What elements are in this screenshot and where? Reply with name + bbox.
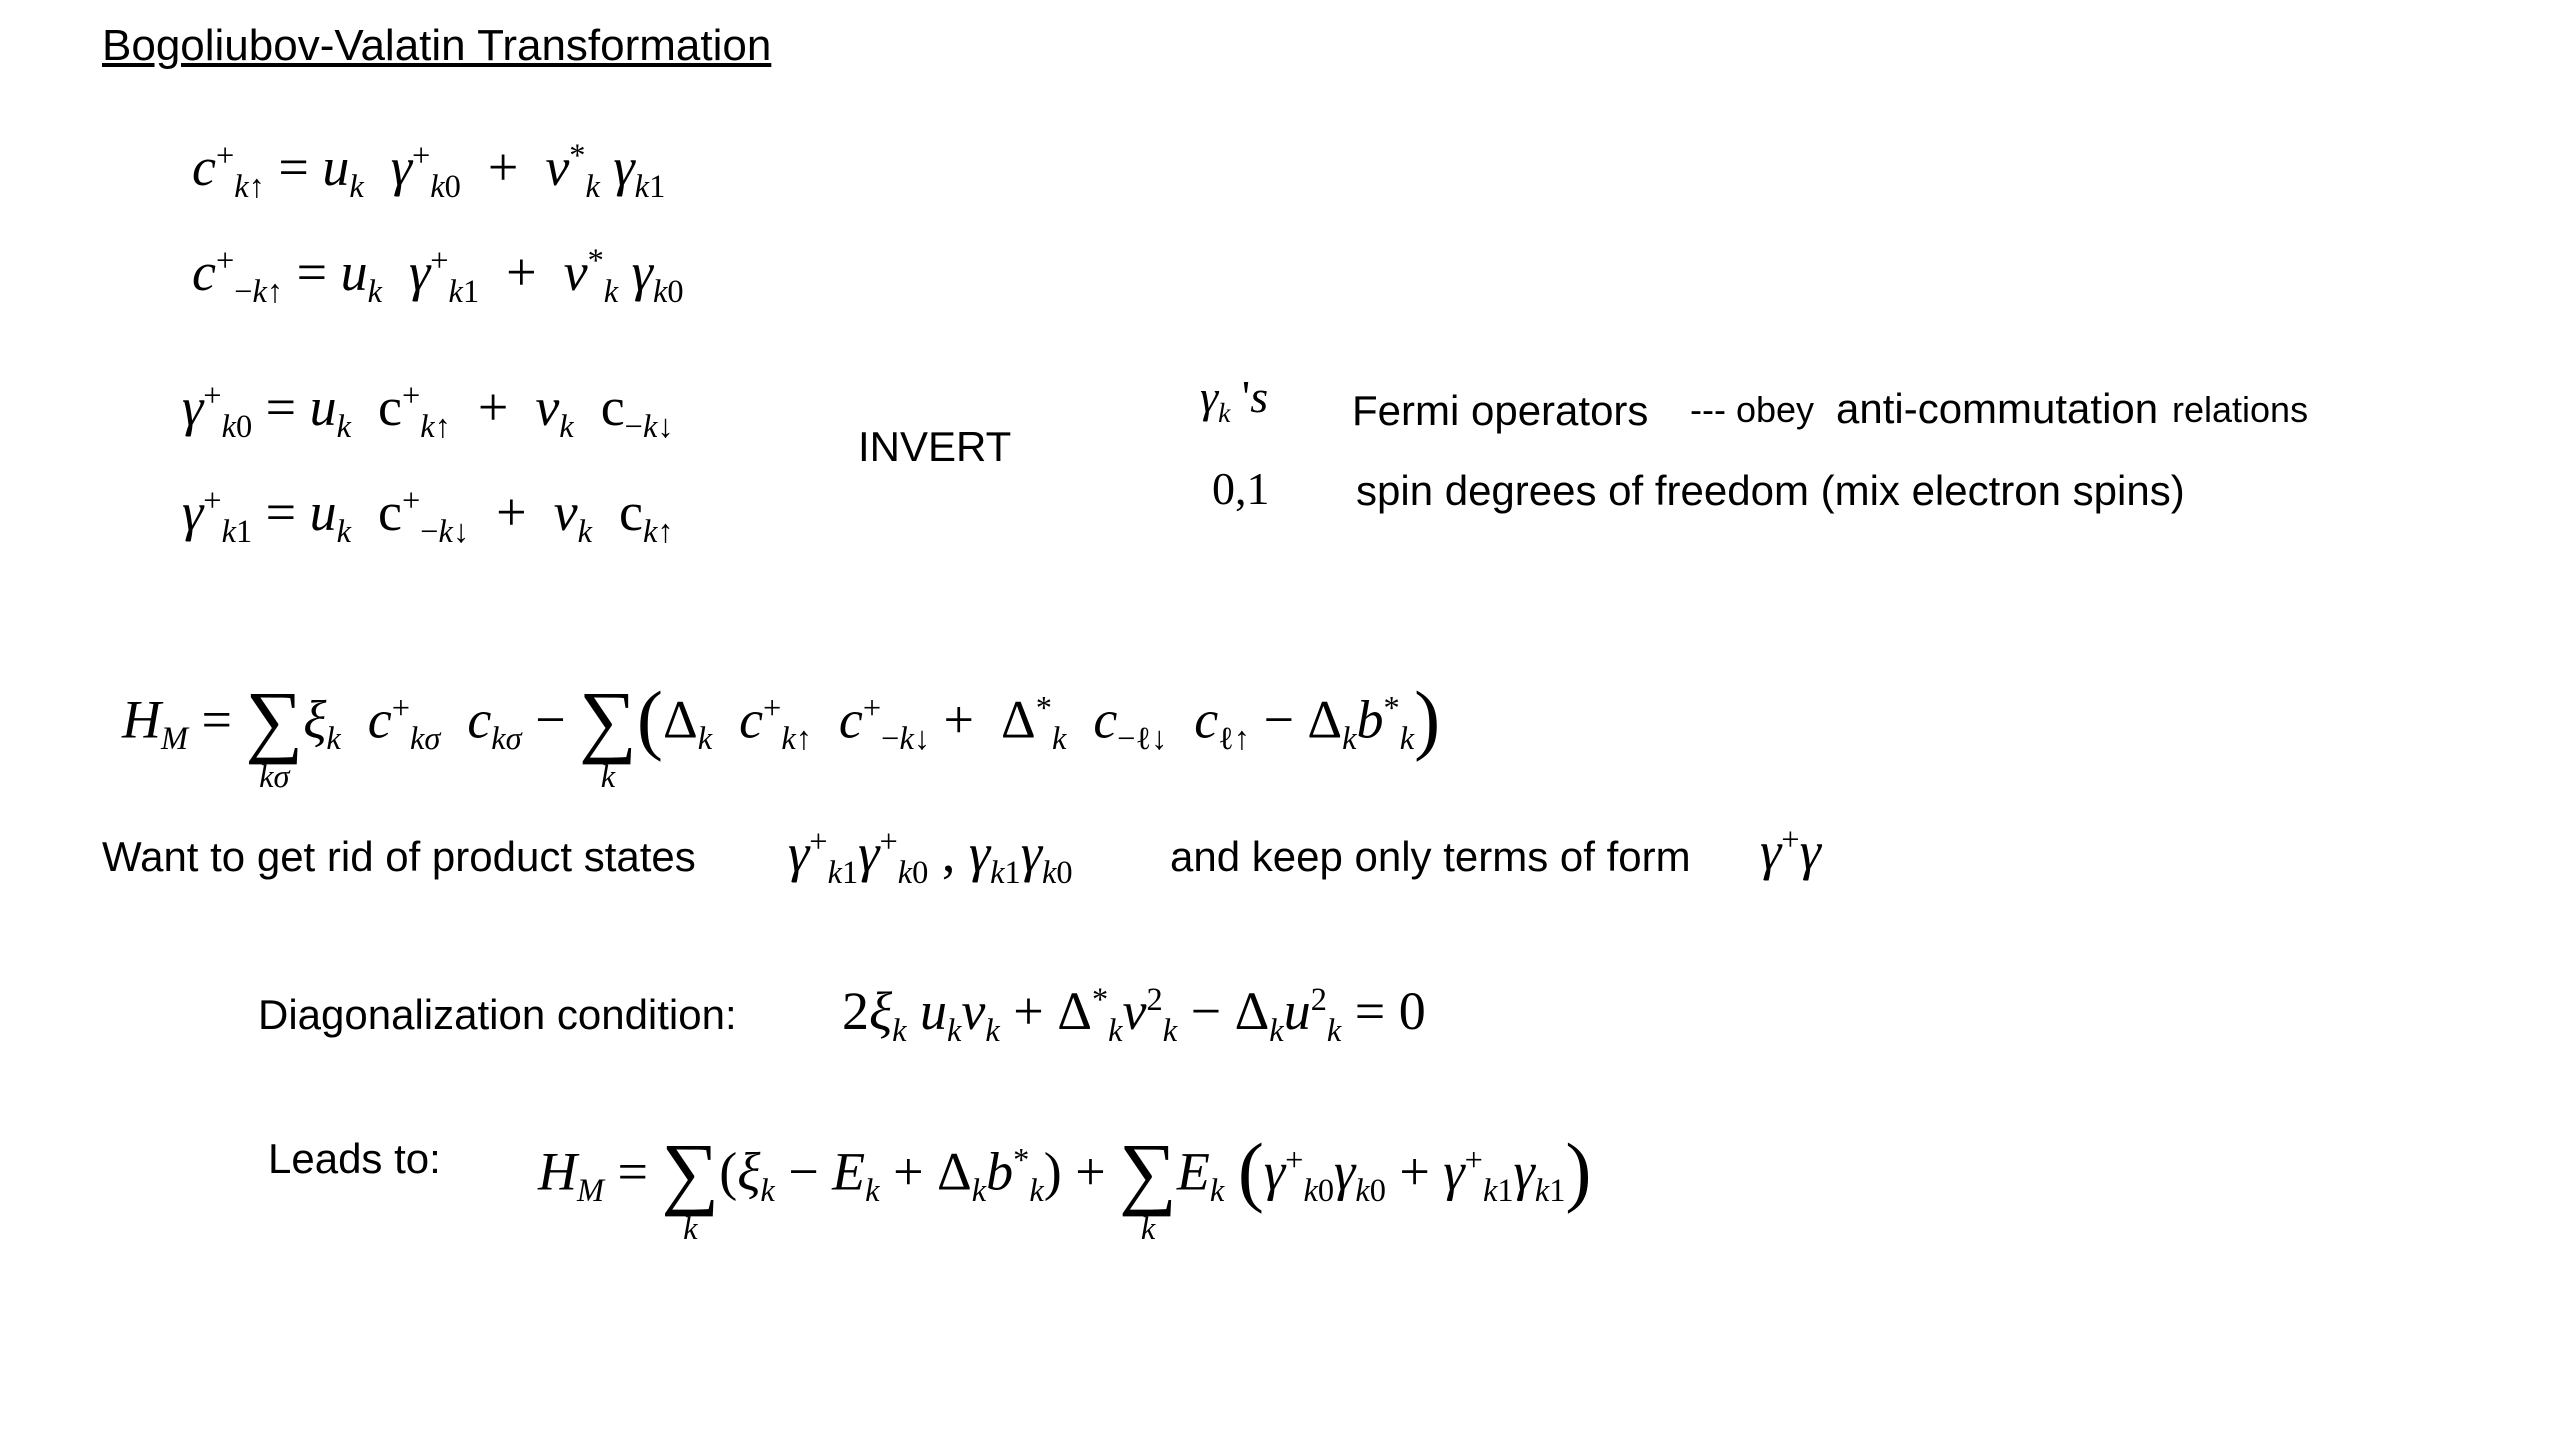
hamiltonian-equation: $H_M$ = ∑ kσ $\xi_k$ $c^+_{k\sigma}$ $c_{k\sigma}$ − ∑ k ($\Delta_k$ $c^+_{k↑}$ $c^+_{-k↓} + \Delta^*_k$ $c_{-\ell↓}$ $c_{\ell↑} - \Delta_kb^*_k$) (122, 675, 1441, 795)
obey-label: --- obey (1690, 389, 1815, 430)
fermi-operators-label: Fermi operators (1352, 387, 1649, 434)
invert-label: INVERT (858, 423, 1012, 470)
gamma-s-symbol: $\gamma_k$ 's (1200, 371, 1269, 429)
want-text: Want to get rid of product states (102, 833, 696, 880)
form-expression: γ+γ (1760, 821, 1821, 881)
diagonalization-label: Diagonalization condition: (258, 991, 737, 1038)
equation-c-k-up: $c^+_{k↑} = u_k$ $\gamma^+_{k0} + v^*_k$ $\gamma_{k1}$ (192, 137, 666, 205)
result-equation: $H_M$ = ∑ k $(\xi_k - E_k + \Delta_kb^*_k)$ + ∑ k $E_k$ $(\gamma^+_{k0}\gamma_{k0} + \gamma^+_{k1}\gamma_{k1})$ (538, 1127, 1592, 1247)
equation-c-minus-k-up: $c^+_{-k↑} = u_k$ $\gamma^+_{k1} + v^*_k$ $\gamma_{k0}$ (192, 242, 684, 310)
spin-label: spin degrees of freedom (mix electron spins) (1356, 467, 2185, 514)
slide-title: Bogoliubov-Valatin Transformation (102, 21, 772, 70)
keep-text: and keep only terms of form (1170, 833, 1691, 880)
relations-label: relations (2172, 389, 2309, 430)
leads-to-label: Leads to: (268, 1135, 441, 1182)
product-states-expression: $\gamma^+_{k1}\gamma^+_{k0}$ , $\gamma_{k1}\gamma_{k0}$ (788, 823, 1073, 891)
equation-gamma-k1: $\gamma^+_{k1} = u_k$ $c^+_{-k↓} + v_k$ $c_{k↑}$ (182, 482, 674, 550)
anti-commutation-label: anti-commutation (1836, 385, 2159, 432)
zero-one-symbol: 0,1 (1212, 463, 1270, 514)
diagonalization-equation: $2\xi_k$ $u_kv_k + \Delta^*_kv^2_k - \Delta_ku^2_k = 0$ (842, 981, 1426, 1049)
equation-gamma-k0: $\gamma^+_{k0} = u_k$ $c^+_{k↑} + v_k$ $c_{-k↓}$ (182, 377, 674, 445)
